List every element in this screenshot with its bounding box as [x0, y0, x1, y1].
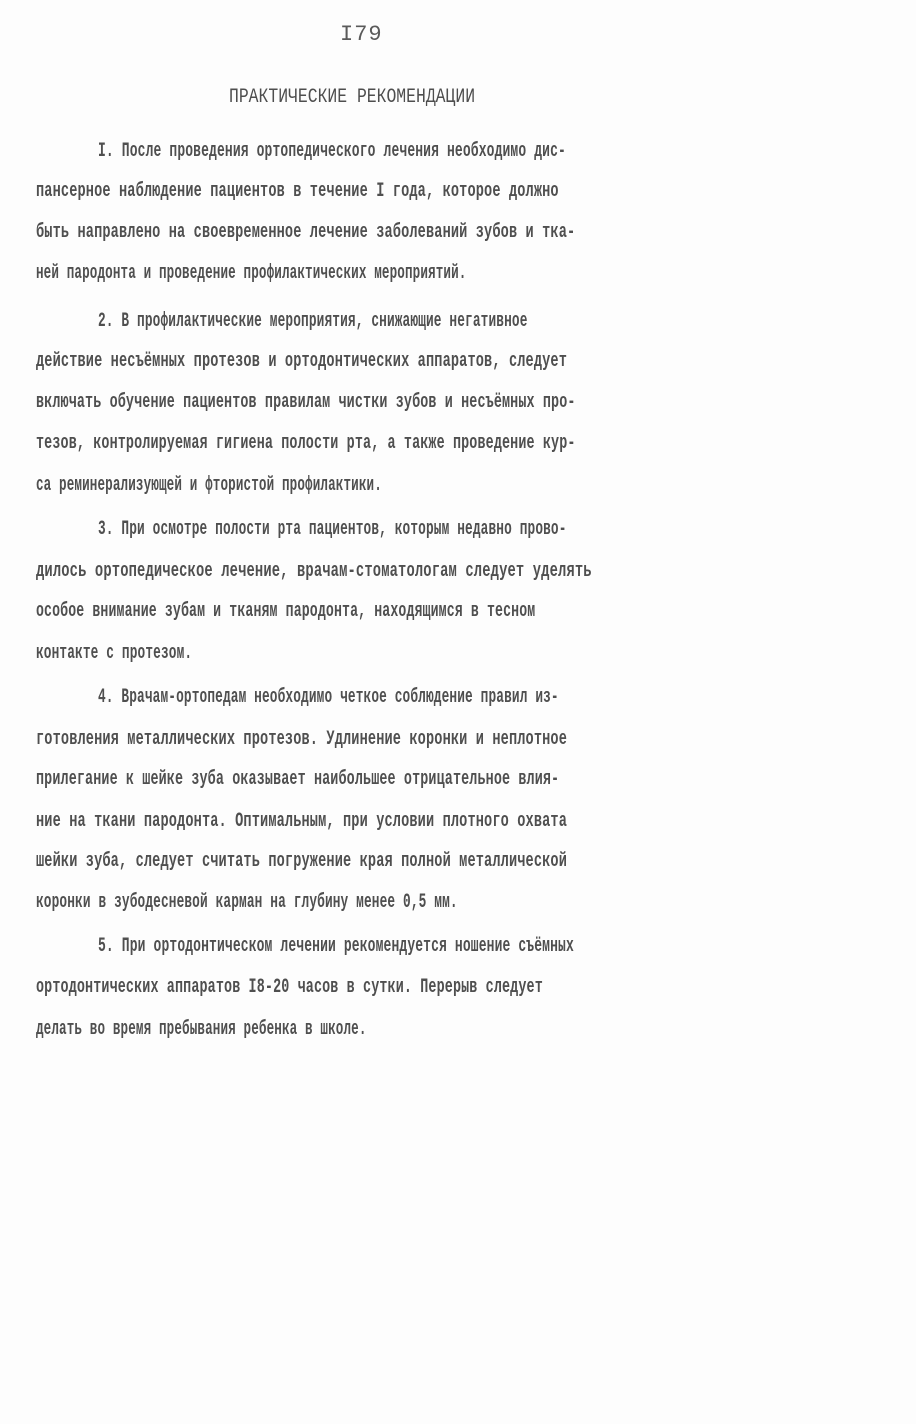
text-line: ней пародонта и проведение профилактических мероприятий.: [36, 262, 467, 285]
text-line: контакте с протезом.: [36, 642, 193, 665]
text-line: 2. В профилактические мероприятия, снижающие негативное: [98, 310, 528, 333]
section-title: ПРАКТИЧЕСКИЕ РЕКОМЕНДАЦИИ: [229, 86, 476, 109]
text-line: действие несъёмных протезов и ортодонтических аппаратов, следует: [36, 350, 568, 373]
text-line: пансерное наблюдение пациентов в течение I года, которое должно: [36, 180, 559, 203]
text-line: дилось ортопедическое лечение, врачам-стоматологам следует уделять: [36, 560, 592, 583]
text-line: 5. При ортодонтическом лечении рекомендуется ношение съёмных: [98, 935, 574, 958]
text-line: делать во время пребывания ребенка в школе.: [36, 1018, 367, 1041]
text-line: тезов, контролируемая гигиена полости рта, а также проведение кур-: [36, 432, 576, 455]
text-line: 4. Врачам-ортопедам необходимо четкое соблюдение правил из-: [98, 686, 559, 709]
text-line: прилегание к шейке зуба оказывает наибольшее отрицательное влия-: [36, 768, 560, 791]
text-line: са реминерализующей и фтористой профилактики.: [36, 474, 382, 497]
text-line: коронки в зубодесневой карман на глубину менее 0,5 мм.: [36, 891, 458, 914]
text-line: шейки зуба, следует считать погружение края полной металлической: [36, 850, 568, 873]
text-line: готовления металлических протезов. Удлинение коронки и неплотное: [36, 728, 568, 751]
text-line: включать обучение пациентов правилам чистки зубов и несъёмных про-: [36, 391, 576, 414]
text-line: быть направлено на своевременное лечение заболеваний зубов и тка-: [36, 221, 576, 244]
text-line: особое внимание зубам и тканям пародонта, находящимся в тесном: [36, 600, 536, 623]
text-line: ние на ткани пародонта. Оптимальным, при условии плотного охвата: [36, 810, 568, 833]
page-number: I79: [340, 22, 383, 47]
text-line: I. После проведения ортопедического лечения необходимо дис-: [98, 140, 566, 163]
text-line: ортодонтических аппаратов I8-20 часов в сутки. Перерыв следует: [36, 976, 543, 999]
text-line: 3. При осмотре полости рта пациентов, которым недавно прово-: [98, 518, 567, 541]
